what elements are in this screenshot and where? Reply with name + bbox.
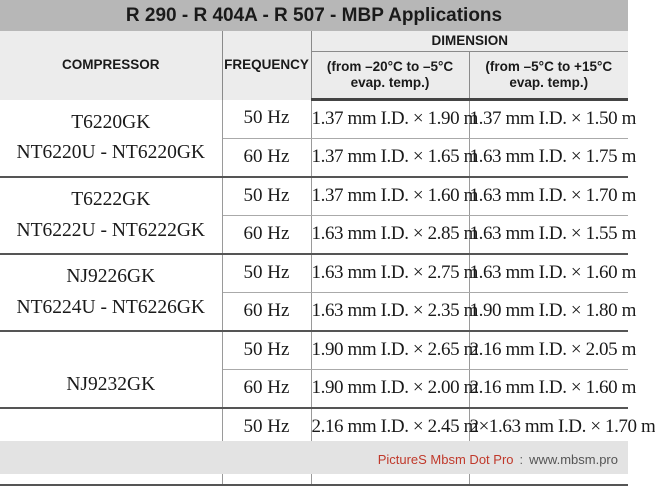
compressor-model-cell [0,331,222,408]
dimension-low-temp-cell: 1.37 mm I.D. × 1.90 m [311,100,469,139]
dimension-low-temp-cell: 1.37 mm I.D. × 1.60 m [311,177,469,216]
dimension-low-temp-cell: 1.37 mm I.D. × 1.65 m [311,139,469,178]
watermark [378,452,618,467]
compressor-model: NT6224U - NT6226GK [16,296,205,318]
dimension-low-temp-cell: 2.16 mm I.D. × 2.45 m [311,408,469,447]
capillary-spec-table [0,31,655,486]
header-dimension-low-temp: (from –20°C to –5°C evap. temp.) [311,52,469,100]
dimension-high-temp-cell: 1.90 mm I.D. × 1.80 m [469,293,628,332]
frequency-cell: 50 Hz [222,331,311,370]
frequency-cell: 60 Hz [222,293,311,332]
frequency-cell: 60 Hz [222,370,311,409]
compressor-model-cell [0,177,222,254]
table-row [0,331,628,370]
compressor-model-cell [0,100,222,178]
dimension-low-temp-cell: 1.63 mm I.D. × 2.35 m [311,293,469,332]
frequency-cell: 50 Hz [222,254,311,293]
frequency-cell: 50 Hz [222,408,311,447]
dimension-high-temp-cell: 2.16 mm I.D. × 1.60 m [469,370,628,409]
dimension-high-temp-cell: 1.63 mm I.D. × 1.70 m [469,177,628,216]
header-compressor: COMPRESSOR [0,31,222,100]
header-frequency: FREQUENCY [222,31,311,100]
dimension-high-temp-cell: 2.16 mm I.D. × 2.05 m [469,331,628,370]
compressor-model: T6222GK [71,189,151,211]
compressor-model: NJ9226GK [66,266,156,288]
dimension-high-temp-cell: 1.63 mm I.D. × 1.60 m [469,254,628,293]
header-dimension-high-temp: (from –5°C to +15°C evap. temp.) [469,52,628,100]
frequency-cell: 50 Hz [222,100,311,139]
compressor-model: T6220GK [71,111,151,133]
compressor-model: NT6220U - NT6220GK [16,141,205,163]
frequency-cell: 60 Hz [222,139,311,178]
dimension-high-temp-cell: 2×1.63 mm I.D. × 1.70 m [469,408,628,447]
table-row [0,100,628,139]
dimension-low-temp-cell: 1.63 mm I.D. × 2.75 m [311,254,469,293]
frequency-cell: 60 Hz [222,216,311,255]
dimension-high-temp-cell: 1.37 mm I.D. × 1.50 m [469,100,628,139]
dimension-low-temp-cell: 1.63 mm I.D. × 2.85 m [311,216,469,255]
watermark-site: www.mbsm.pro [529,452,618,467]
dimension-high-temp-cell: 1.63 mm I.D. × 1.75 m [469,139,628,178]
table-row [0,254,628,293]
table-row [0,177,628,216]
dimension-high-temp-cell: 1.63 mm I.D. × 1.55 m [469,216,628,255]
dimension-low-temp-cell: 1.90 mm I.D. × 2.65 m [311,331,469,370]
table-title: R 290 - R 404A - R 507 - MBP Applications [0,0,628,32]
compressor-model: NT6222U - NT6222GK [16,219,205,241]
frequency-cell: 50 Hz [222,177,311,216]
dimension-low-temp-cell: 1.90 mm I.D. × 2.00 m [311,370,469,409]
watermark-brand: PictureS Mbsm Dot Pro [377,452,514,467]
header-dimension: DIMENSION [311,31,628,52]
compressor-model-cell [0,254,222,331]
watermark-separator: : [519,452,524,467]
compressor-model [0,339,222,369]
compressor-model: NJ9232GK [66,373,156,395]
